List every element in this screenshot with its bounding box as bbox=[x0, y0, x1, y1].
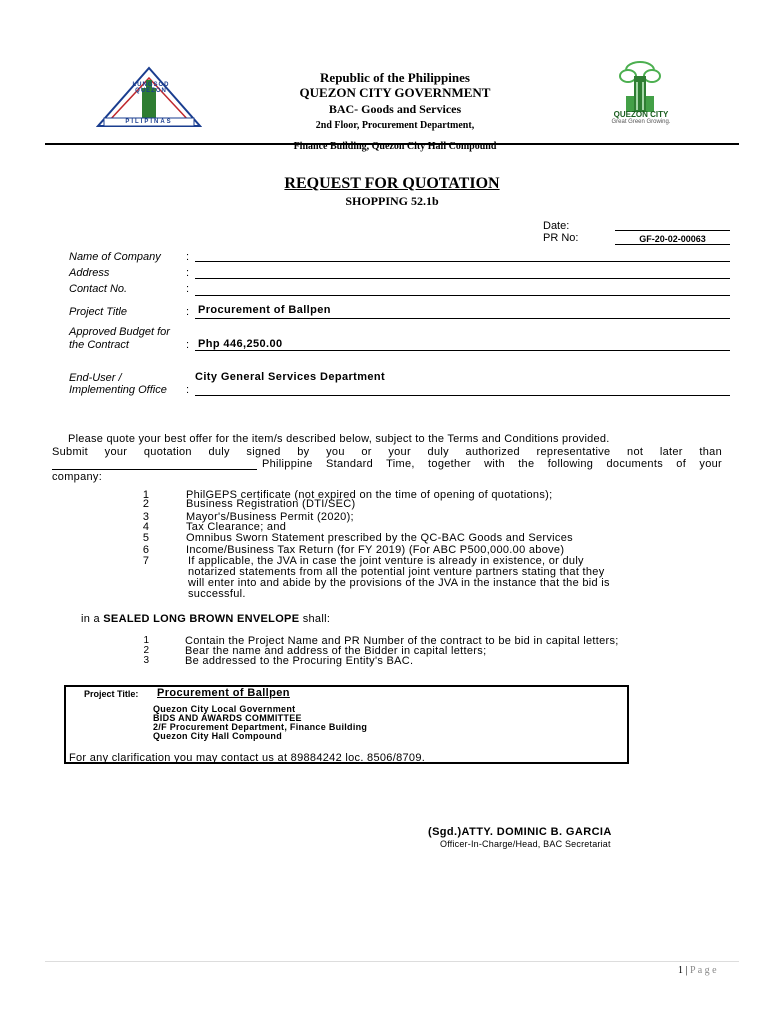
contact-colon: : bbox=[186, 283, 190, 295]
budget-label-1: Approved Budget for bbox=[69, 326, 170, 338]
header-divider bbox=[45, 143, 739, 145]
contact-field[interactable] bbox=[195, 295, 730, 296]
doc-num: 4 bbox=[142, 521, 149, 533]
box-contact: For any clarification you may contact us at 89884242 loc. 8506/8709. bbox=[69, 752, 426, 764]
signatory-name: (Sgd.)ATTY. DOMINIC B. GARCIA bbox=[428, 826, 612, 838]
project-field[interactable] bbox=[195, 318, 730, 319]
logo-name: QUEZON CITY bbox=[613, 110, 669, 119]
budget-value: Php 446,250.00 bbox=[198, 338, 283, 350]
address-field[interactable] bbox=[195, 278, 730, 279]
page-subtitle: SHOPPING 52.1b bbox=[345, 194, 439, 208]
header-government: QUEZON CITY GOVERNMENT bbox=[299, 85, 491, 100]
doc-num: 2 bbox=[142, 498, 149, 510]
box-project-value: Procurement of Ballpen bbox=[157, 687, 290, 699]
doc-num: 7 bbox=[142, 555, 149, 567]
deadline-field[interactable] bbox=[52, 469, 257, 470]
envelope-suffix: shall: bbox=[302, 613, 331, 625]
envelope-num: 3 bbox=[143, 655, 149, 666]
enduser-label-2: Implementing Office bbox=[69, 384, 167, 396]
signatory-position: Officer-In-Charge/Head, BAC Secretariat bbox=[440, 839, 611, 849]
envelope-prefix: in a bbox=[81, 613, 100, 625]
box-address-line: Quezon City Local Government bbox=[153, 704, 296, 714]
date-field[interactable] bbox=[615, 230, 730, 231]
box-address-line: BIDS AND AWARDS COMMITTEE bbox=[153, 713, 302, 723]
budget-label-2: the Contract bbox=[69, 339, 129, 351]
page-title: REQUEST FOR QUOTATION bbox=[284, 175, 500, 192]
para-line-1: Please quote your best offer for the item/s described below, subject to the Terms and Conditions provided. bbox=[68, 433, 610, 445]
pr-number: GF-20-02-00063 bbox=[615, 234, 730, 245]
doc-item: Business Registration (DTI/SEC) bbox=[186, 498, 356, 510]
company-label: Name of Company bbox=[69, 251, 161, 263]
project-value: Procurement of Ballpen bbox=[198, 304, 331, 316]
doc-item: PhilGEPS certificate (not expired on the time of opening of quotations); bbox=[186, 489, 553, 501]
page-label: P a g e bbox=[690, 965, 717, 976]
doc-item-cont: will enter into and abide by the provisions of the JVA in the instance that the bid is bbox=[188, 577, 610, 589]
logo-tagline: Great Green Growing. bbox=[611, 119, 671, 125]
enduser-field[interactable] bbox=[195, 395, 730, 396]
enduser-colon: : bbox=[186, 384, 190, 396]
envelope-item: Be addressed to the Procuring Entity's BAC. bbox=[185, 655, 414, 667]
doc-item: Tax Clearance; and bbox=[186, 521, 287, 533]
box-address-line: Quezon City Hall Compound bbox=[153, 731, 282, 741]
envelope-instruction bbox=[81, 613, 330, 625]
contact-label: Contact No. bbox=[69, 283, 128, 295]
company-colon: : bbox=[186, 251, 190, 263]
doc-num: 5 bbox=[142, 532, 149, 544]
header-republic: Republic of the Philippines bbox=[320, 70, 470, 85]
project-label: Project Title bbox=[69, 306, 127, 318]
budget-colon: : bbox=[186, 339, 190, 351]
company-field[interactable] bbox=[195, 261, 730, 262]
seal-text-bottom: PILIPINAS bbox=[125, 119, 173, 125]
address-label: Address bbox=[69, 267, 110, 279]
box-project-label: Project Title: bbox=[84, 689, 139, 699]
para-line-4: company: bbox=[52, 471, 103, 483]
envelope-num: 2 bbox=[143, 645, 149, 656]
para-line-3: Philippine Standard Time, together with the following documents of your bbox=[262, 458, 722, 470]
doc-item: Income/Business Tax Return (for FY 2019) (For ABC P500,000.00 above) bbox=[186, 544, 565, 556]
box-address bbox=[153, 705, 367, 741]
project-colon: : bbox=[186, 306, 190, 318]
footer-divider bbox=[45, 961, 739, 962]
envelope-item: Bear the name and address of the Bidder in capital letters; bbox=[185, 645, 487, 657]
address-colon: : bbox=[186, 267, 190, 279]
page-number: 1 bbox=[678, 965, 683, 976]
budget-field[interactable] bbox=[195, 350, 730, 351]
box-address-line: 2/F Procurement Department, Finance Building bbox=[153, 722, 368, 732]
envelope-num: 1 bbox=[143, 635, 149, 646]
header-building: Finance Building, Quezon City Hall Compound bbox=[293, 141, 497, 152]
pr-label: PR No: bbox=[543, 232, 579, 244]
enduser-label-1: End-User / bbox=[69, 372, 122, 384]
doc-num: 3 bbox=[142, 511, 149, 523]
enduser-value: City General Services Department bbox=[195, 371, 386, 383]
doc-num: 1 bbox=[142, 489, 149, 501]
para-line-2: Submit your quotation duly signed by you or your duly authorized representative not later than bbox=[52, 446, 722, 458]
envelope-bold: SEALED LONG BROWN ENVELOPE bbox=[103, 613, 300, 625]
seal-text-top: LUNGSOD QUEZON bbox=[132, 82, 170, 94]
page-footer bbox=[678, 965, 717, 976]
doc-item: If applicable, the JVA in case the joint venture is already in existence, or duly bbox=[188, 555, 584, 567]
address-box bbox=[64, 685, 629, 764]
date-label: Date: bbox=[543, 220, 570, 232]
doc-item: Omnibus Sworn Statement prescribed by the QC-BAC Goods and Services bbox=[186, 532, 573, 544]
envelope-item: Contain the Project Name and PR Number of the contract to be bid in capital letters; bbox=[185, 635, 619, 647]
doc-num: 6 bbox=[142, 544, 149, 556]
doc-item-cont: successful. bbox=[188, 588, 246, 600]
quezon-city-logo bbox=[598, 56, 684, 128]
header-bac: BAC- Goods and Services bbox=[328, 102, 462, 116]
doc-item: Mayor's/Business Permit (2020); bbox=[186, 511, 354, 523]
header-floor: 2nd Floor, Procurement Department, bbox=[315, 120, 475, 131]
page-separator: | bbox=[685, 965, 688, 976]
doc-item-cont: notarized statements from all the potential joint venture partners stating that they bbox=[188, 566, 605, 578]
